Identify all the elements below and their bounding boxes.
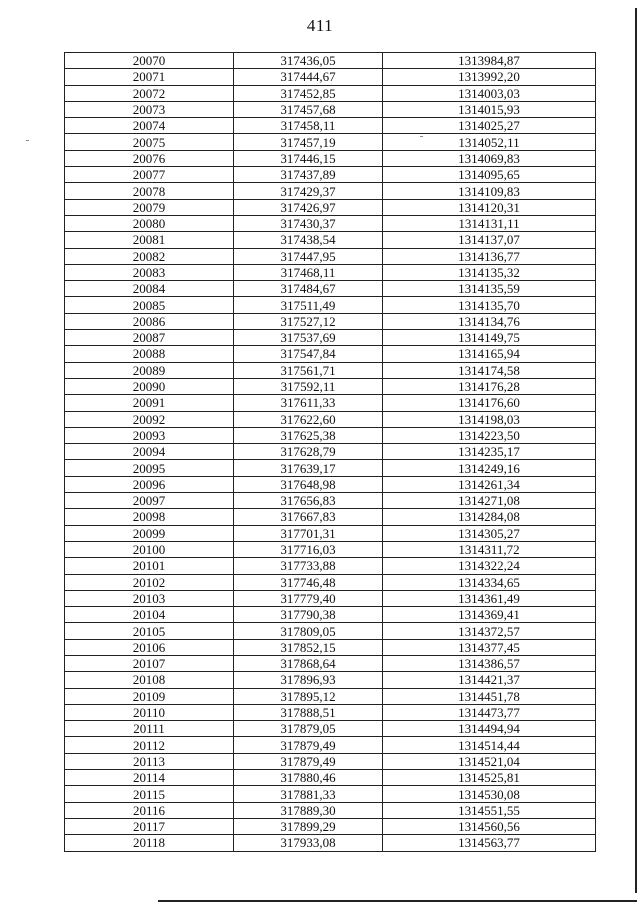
table-row [65, 427, 596, 443]
point-number-cell: 20087 [65, 330, 234, 346]
point-number-cell: 20095 [65, 460, 234, 476]
x-coordinate-cell: 317484,67 [234, 281, 383, 297]
table-row [65, 53, 596, 69]
x-coordinate-cell: 317436,05 [234, 53, 383, 69]
y-coordinate-cell: 1314095,65 [383, 167, 596, 183]
x-coordinate-cell: 317592,11 [234, 378, 383, 394]
table-row [65, 248, 596, 264]
x-coordinate-cell: 317888,51 [234, 704, 383, 720]
x-coordinate-cell: 317628,79 [234, 444, 383, 460]
y-coordinate-cell: 1314514,44 [383, 737, 596, 753]
scan-speck [26, 140, 29, 141]
point-number-cell: 20103 [65, 590, 234, 606]
y-coordinate-cell: 1314334,65 [383, 574, 596, 590]
point-number-cell: 20077 [65, 167, 234, 183]
y-coordinate-cell: 1314165,94 [383, 346, 596, 362]
table-row [65, 330, 596, 346]
page-frame-bottom-edge [158, 900, 637, 902]
table-row [65, 297, 596, 313]
point-number-cell: 20070 [65, 53, 234, 69]
x-coordinate-cell: 317447,95 [234, 248, 383, 264]
table-row [65, 232, 596, 248]
point-number-cell: 20079 [65, 199, 234, 215]
point-number-cell: 20074 [65, 118, 234, 134]
y-coordinate-cell: 1314361,49 [383, 590, 596, 606]
y-coordinate-cell: 1314135,59 [383, 281, 596, 297]
x-coordinate-cell: 317667,83 [234, 509, 383, 525]
point-number-cell: 20107 [65, 655, 234, 671]
y-coordinate-cell: 1314137,07 [383, 232, 596, 248]
x-coordinate-cell: 317430,37 [234, 215, 383, 231]
x-coordinate-cell: 317790,38 [234, 607, 383, 623]
y-coordinate-cell: 1314015,93 [383, 101, 596, 117]
table-row [65, 85, 596, 101]
x-coordinate-cell: 317879,05 [234, 721, 383, 737]
point-number-cell: 20084 [65, 281, 234, 297]
y-coordinate-cell: 1314560,56 [383, 818, 596, 834]
point-number-cell: 20082 [65, 248, 234, 264]
table-row [65, 525, 596, 541]
table-row [65, 558, 596, 574]
table-row [65, 346, 596, 362]
point-number-cell: 20073 [65, 101, 234, 117]
table-row [65, 199, 596, 215]
y-coordinate-cell: 1314386,57 [383, 655, 596, 671]
x-coordinate-cell: 317639,17 [234, 460, 383, 476]
y-coordinate-cell: 1314563,77 [383, 835, 596, 851]
point-number-cell: 20080 [65, 215, 234, 231]
table-row [65, 737, 596, 753]
point-number-cell: 20071 [65, 69, 234, 85]
x-coordinate-cell: 317438,54 [234, 232, 383, 248]
point-number-cell: 20102 [65, 574, 234, 590]
point-number-cell: 20100 [65, 541, 234, 557]
table-row [65, 150, 596, 166]
table-row [65, 753, 596, 769]
point-number-cell: 20098 [65, 509, 234, 525]
x-coordinate-cell: 317868,64 [234, 655, 383, 671]
x-coordinate-cell: 317429,37 [234, 183, 383, 199]
page-number: 411 [306, 16, 334, 35]
x-coordinate-cell: 317896,93 [234, 672, 383, 688]
x-coordinate-cell: 317625,38 [234, 427, 383, 443]
y-coordinate-cell: 1314305,27 [383, 525, 596, 541]
y-coordinate-cell: 1314131,11 [383, 215, 596, 231]
x-coordinate-cell: 317656,83 [234, 493, 383, 509]
table-row [65, 69, 596, 85]
table-row [65, 313, 596, 329]
table-row [65, 395, 596, 411]
scan-speck [420, 136, 423, 137]
x-coordinate-cell: 317881,33 [234, 786, 383, 802]
point-number-cell: 20072 [65, 85, 234, 101]
x-coordinate-cell: 317880,46 [234, 770, 383, 786]
table-row [65, 509, 596, 525]
y-coordinate-cell: 1314052,11 [383, 134, 596, 150]
point-number-cell: 20086 [65, 313, 234, 329]
point-number-cell: 20078 [65, 183, 234, 199]
point-number-cell: 20112 [65, 737, 234, 753]
point-number-cell: 20096 [65, 476, 234, 492]
page-frame-right-edge [635, 8, 637, 893]
table-row [65, 786, 596, 802]
point-number-cell: 20105 [65, 623, 234, 639]
y-coordinate-cell: 1313992,20 [383, 69, 596, 85]
table-row [65, 541, 596, 557]
x-coordinate-cell: 317933,08 [234, 835, 383, 851]
x-coordinate-cell: 317437,89 [234, 167, 383, 183]
point-number-cell: 20090 [65, 378, 234, 394]
point-number-cell: 20111 [65, 721, 234, 737]
point-number-cell: 20094 [65, 444, 234, 460]
x-coordinate-cell: 317426,97 [234, 199, 383, 215]
y-coordinate-cell: 1314249,16 [383, 460, 596, 476]
x-coordinate-cell: 317899,29 [234, 818, 383, 834]
x-coordinate-cell: 317458,11 [234, 118, 383, 134]
y-coordinate-cell: 1314149,75 [383, 330, 596, 346]
point-number-cell: 20117 [65, 818, 234, 834]
y-coordinate-cell: 1314134,76 [383, 313, 596, 329]
y-coordinate-cell: 1313984,87 [383, 53, 596, 69]
x-coordinate-cell: 317809,05 [234, 623, 383, 639]
point-number-cell: 20104 [65, 607, 234, 623]
y-coordinate-cell: 1314451,78 [383, 688, 596, 704]
point-number-cell: 20075 [65, 134, 234, 150]
y-coordinate-cell: 1314025,27 [383, 118, 596, 134]
y-coordinate-cell: 1314369,41 [383, 607, 596, 623]
y-coordinate-cell: 1314069,83 [383, 150, 596, 166]
y-coordinate-cell: 1314521,04 [383, 753, 596, 769]
table-row [65, 721, 596, 737]
y-coordinate-cell: 1314530,08 [383, 786, 596, 802]
y-coordinate-cell: 1314135,70 [383, 297, 596, 313]
table-row [65, 607, 596, 623]
table-row [65, 476, 596, 492]
x-coordinate-cell: 317648,98 [234, 476, 383, 492]
x-coordinate-cell: 317457,68 [234, 101, 383, 117]
table-row [65, 183, 596, 199]
point-number-cell: 20099 [65, 525, 234, 541]
y-coordinate-cell: 1314284,08 [383, 509, 596, 525]
table-row [65, 818, 596, 834]
x-coordinate-cell: 317527,12 [234, 313, 383, 329]
x-coordinate-cell: 317611,33 [234, 395, 383, 411]
table-row [65, 167, 596, 183]
point-number-cell: 20116 [65, 802, 234, 818]
x-coordinate-cell: 317622,60 [234, 411, 383, 427]
x-coordinate-cell: 317701,31 [234, 525, 383, 541]
table-row [65, 623, 596, 639]
point-number-cell: 20118 [65, 835, 234, 851]
y-coordinate-cell: 1314198,03 [383, 411, 596, 427]
table-row [65, 688, 596, 704]
y-coordinate-cell: 1314377,45 [383, 639, 596, 655]
table-row [65, 574, 596, 590]
y-coordinate-cell: 1314372,57 [383, 623, 596, 639]
table-row [65, 590, 596, 606]
table-row [65, 101, 596, 117]
x-coordinate-cell: 317511,49 [234, 297, 383, 313]
table-row [65, 672, 596, 688]
point-number-cell: 20093 [65, 427, 234, 443]
x-coordinate-cell: 317733,88 [234, 558, 383, 574]
x-coordinate-cell: 317879,49 [234, 753, 383, 769]
y-coordinate-cell: 1314271,08 [383, 493, 596, 509]
table-row [65, 215, 596, 231]
x-coordinate-cell: 317746,48 [234, 574, 383, 590]
point-number-cell: 20089 [65, 362, 234, 378]
table-row [65, 134, 596, 150]
point-number-cell: 20114 [65, 770, 234, 786]
point-number-cell: 20113 [65, 753, 234, 769]
point-number-cell: 20106 [65, 639, 234, 655]
table-row [65, 639, 596, 655]
y-coordinate-cell: 1314261,34 [383, 476, 596, 492]
y-coordinate-cell: 1314421,37 [383, 672, 596, 688]
table-row [65, 770, 596, 786]
point-number-cell: 20110 [65, 704, 234, 720]
table-row [65, 411, 596, 427]
table-row [65, 493, 596, 509]
y-coordinate-cell: 1314135,32 [383, 264, 596, 280]
point-number-cell: 20083 [65, 264, 234, 280]
coordinates-table [64, 52, 596, 852]
point-number-cell: 20076 [65, 150, 234, 166]
table-row [65, 281, 596, 297]
y-coordinate-cell: 1314473,77 [383, 704, 596, 720]
table-row [65, 802, 596, 818]
point-number-cell: 20091 [65, 395, 234, 411]
y-coordinate-cell: 1314494,94 [383, 721, 596, 737]
y-coordinate-cell: 1314176,28 [383, 378, 596, 394]
point-number-cell: 20092 [65, 411, 234, 427]
point-number-cell: 20085 [65, 297, 234, 313]
x-coordinate-cell: 317446,15 [234, 150, 383, 166]
y-coordinate-cell: 1314120,31 [383, 199, 596, 215]
point-number-cell: 20097 [65, 493, 234, 509]
x-coordinate-cell: 317537,69 [234, 330, 383, 346]
y-coordinate-cell: 1314311,72 [383, 541, 596, 557]
y-coordinate-cell: 1314223,50 [383, 427, 596, 443]
table-row [65, 655, 596, 671]
y-coordinate-cell: 1314003,03 [383, 85, 596, 101]
x-coordinate-cell: 317547,84 [234, 346, 383, 362]
y-coordinate-cell: 1314136,77 [383, 248, 596, 264]
y-coordinate-cell: 1314551,55 [383, 802, 596, 818]
x-coordinate-cell: 317452,85 [234, 85, 383, 101]
point-number-cell: 20101 [65, 558, 234, 574]
y-coordinate-cell: 1314322,24 [383, 558, 596, 574]
x-coordinate-cell: 317457,19 [234, 134, 383, 150]
x-coordinate-cell: 317895,12 [234, 688, 383, 704]
point-number-cell: 20081 [65, 232, 234, 248]
table-row [65, 362, 596, 378]
x-coordinate-cell: 317716,03 [234, 541, 383, 557]
x-coordinate-cell: 317852,15 [234, 639, 383, 655]
x-coordinate-cell: 317561,71 [234, 362, 383, 378]
y-coordinate-cell: 1314109,83 [383, 183, 596, 199]
point-number-cell: 20088 [65, 346, 234, 362]
table-row [65, 118, 596, 134]
point-number-cell: 20108 [65, 672, 234, 688]
table-row [65, 835, 596, 851]
table-row [65, 460, 596, 476]
table-row [65, 264, 596, 280]
table-row [65, 704, 596, 720]
point-number-cell: 20115 [65, 786, 234, 802]
y-coordinate-cell: 1314525,81 [383, 770, 596, 786]
coordinates-table-body [65, 53, 596, 852]
x-coordinate-cell: 317889,30 [234, 802, 383, 818]
y-coordinate-cell: 1314176,60 [383, 395, 596, 411]
table-row [65, 444, 596, 460]
point-number-cell: 20109 [65, 688, 234, 704]
y-coordinate-cell: 1314174,58 [383, 362, 596, 378]
x-coordinate-cell: 317879,49 [234, 737, 383, 753]
x-coordinate-cell: 317779,40 [234, 590, 383, 606]
x-coordinate-cell: 317468,11 [234, 264, 383, 280]
table-row [65, 378, 596, 394]
y-coordinate-cell: 1314235,17 [383, 444, 596, 460]
x-coordinate-cell: 317444,67 [234, 69, 383, 85]
